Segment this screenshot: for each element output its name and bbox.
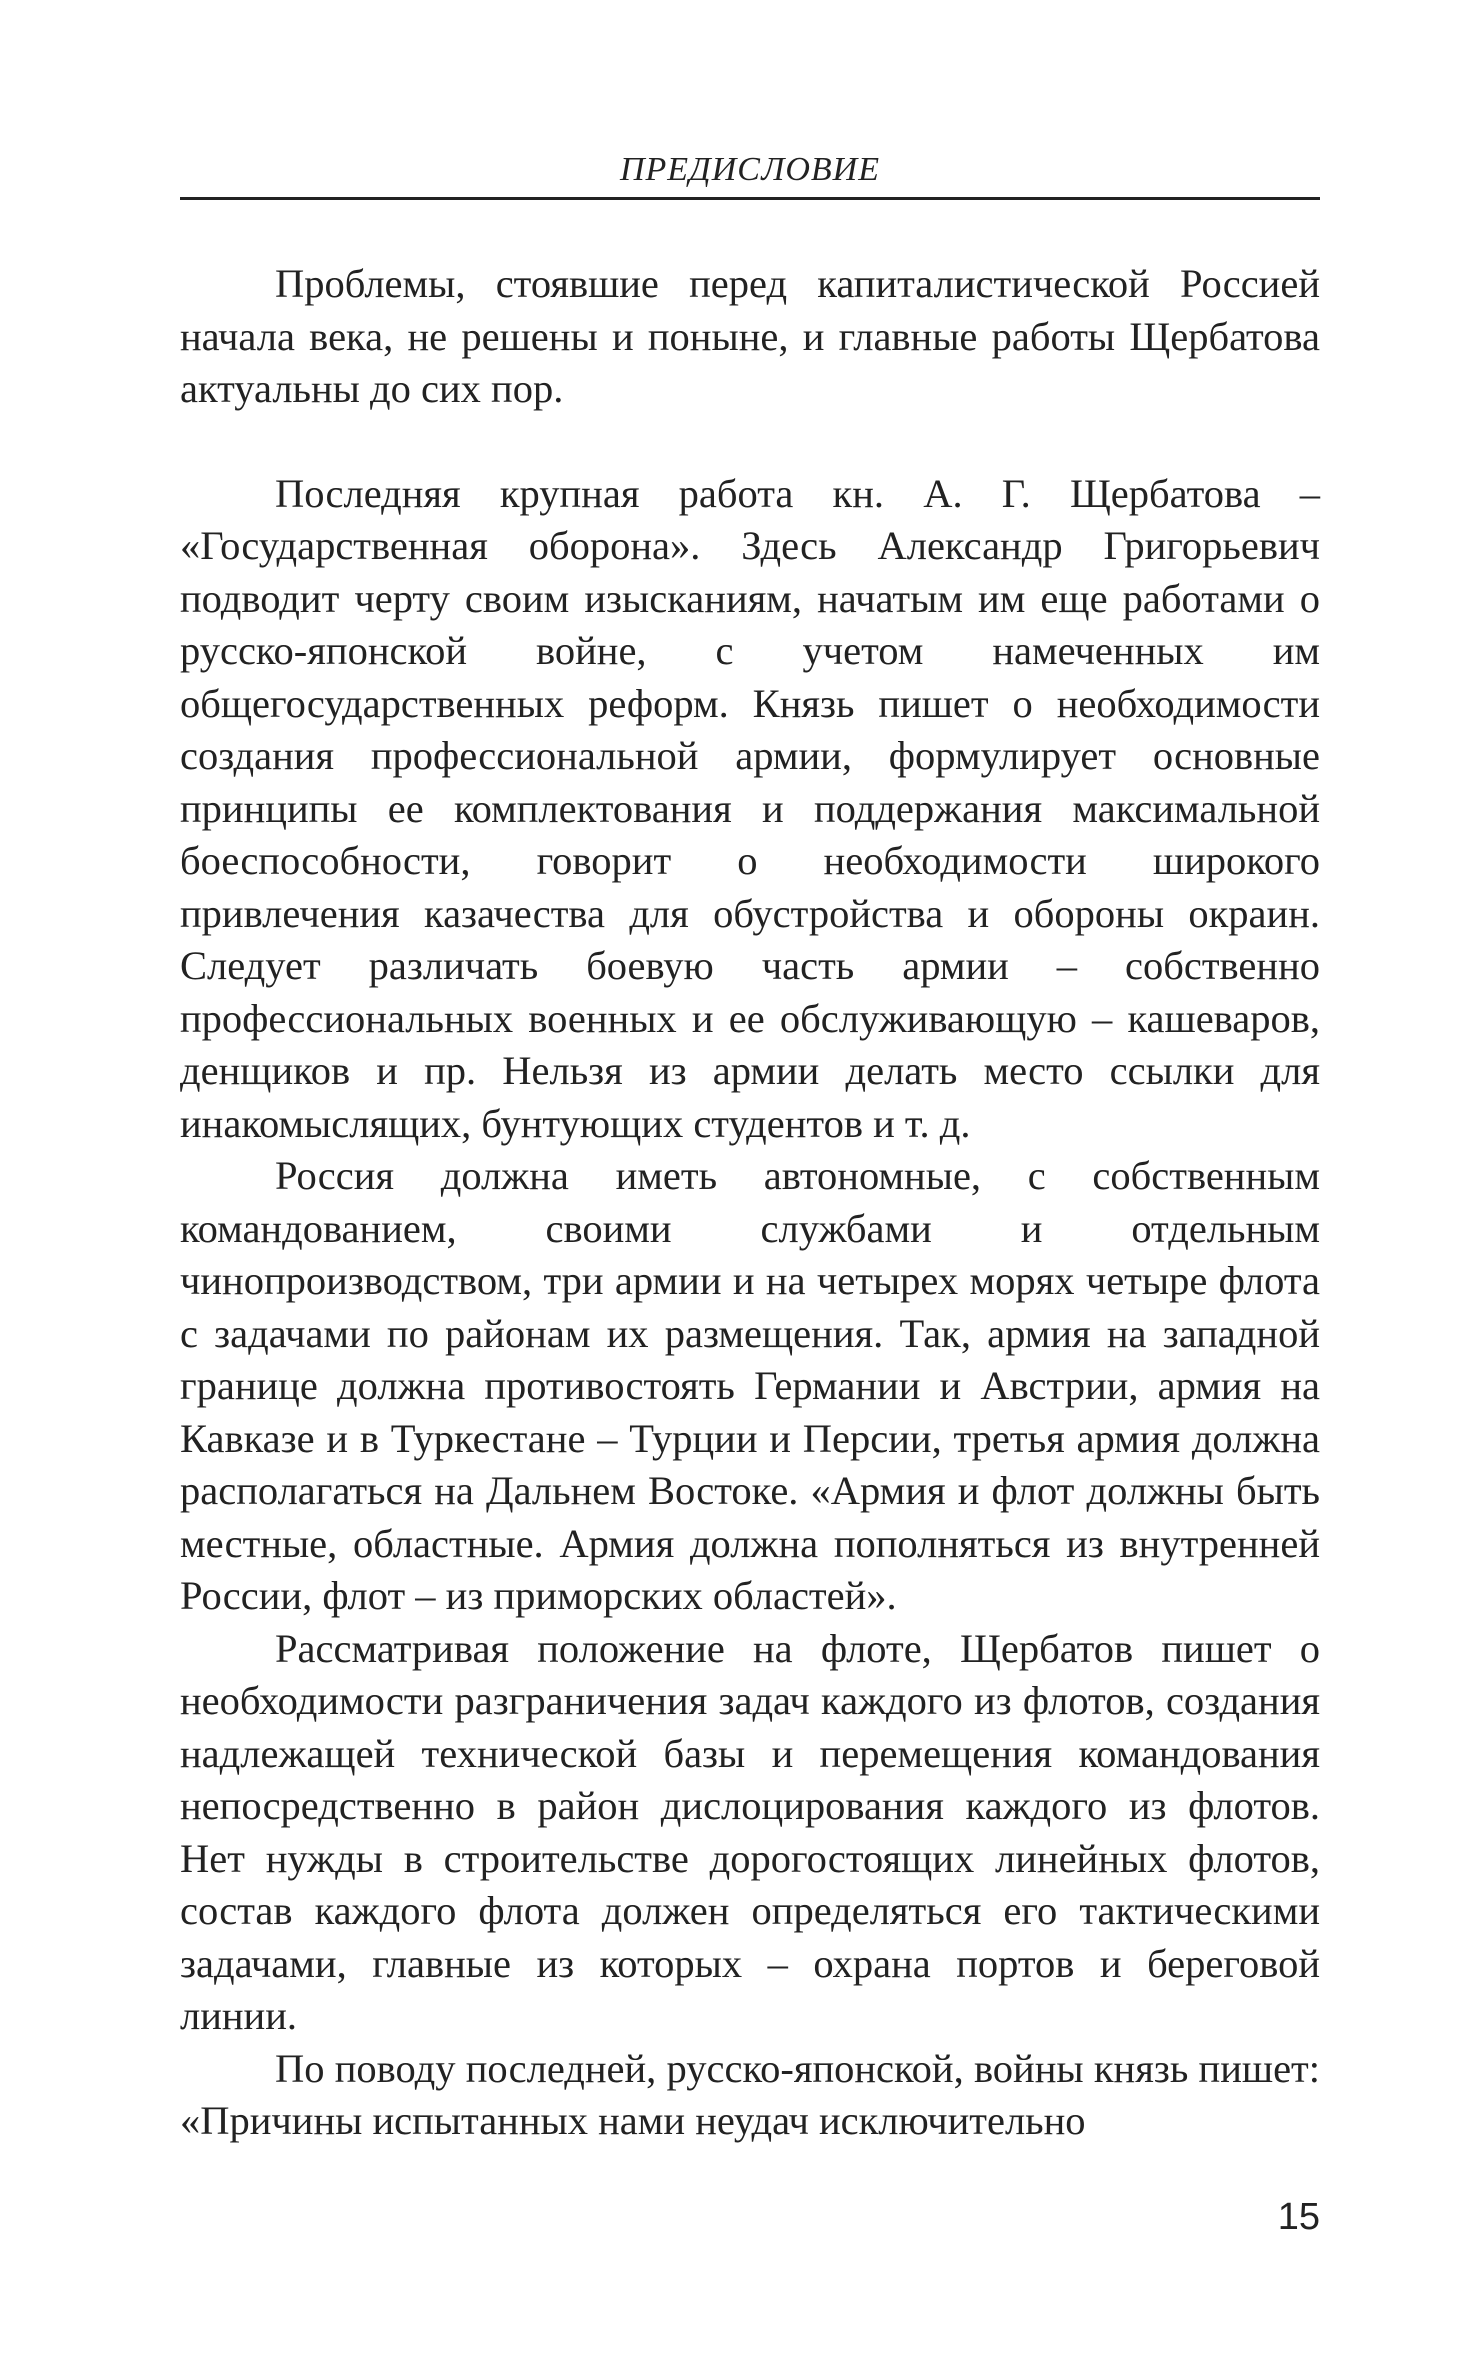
running-header: ПРЕДИСЛОВИЕ <box>619 151 881 188</box>
body-text <box>180 258 1320 2148</box>
paragraph-1: Проблемы, стоявшие перед капиталистической Россией начала века, не решены и поныне, и главные работы Щербатова актуальны до сих пор. <box>180 261 1320 411</box>
page-number: 15 <box>1277 2196 1320 2238</box>
paragraph-4: Рассматривая положение на флоте, Щербатов пишет о необходимости разграничения задач каждого из флотов, создания надлежащей технической базы и перемещения командования непосредственно в район дислоцирования каждого из флотов. Нет нужды в строительстве дорогостоящих линейных флотов, состав каждого флота должен определяться его тактическими задачами, главные из которых – охрана портов и береговой линии. <box>180 1625 1320 2038</box>
paragraph-5: По поводу последней, русско-японской, войны князь пишет: «Причины испытанных нами неудач исключительно <box>180 2045 1320 2143</box>
paragraph-2: Последняя крупная работа кн. А. Г. Щербатова – «Государственная оборона». Здесь Александр Григорьевич подводит черту своим изысканиям, начатым им еще работами о русско-японской войне, с учетом намеченных им общегосударственных реформ. Князь пишет о необходимости создания профессиональной армии, формулирует основные принципы ее комплектования и поддержания максимальной боеспособности, говорит о необходимости широкого привлечения казачества для обустройства и обороны окраин. Следует различать боевую часть армии – собственно профессиональных военных и ее обслуживающую – кашеваров, денщиков и пр. Нельзя из армии делать место ссылки для инакомыслящих, бунтующих студентов и т. д. <box>180 470 1320 1146</box>
paragraph-3: Россия должна иметь автономные, с собственным командованием, своими службами и отдельным чинопроизводством, три армии и на четырех морях четыре флота с задачами по районам их размещения. Так, армия на западной границе должна противостоять Германии и Австрии, армия на Кавказе и в Туркестане – Турции и Персии, третья армия должна располагаться на Дальнем Востоке. «Армия и флот должны быть местные, областные. Армия должна пополняться из внутренней России, флот – из приморских областей». <box>180 1153 1320 1618</box>
header-rule <box>180 197 1320 200</box>
